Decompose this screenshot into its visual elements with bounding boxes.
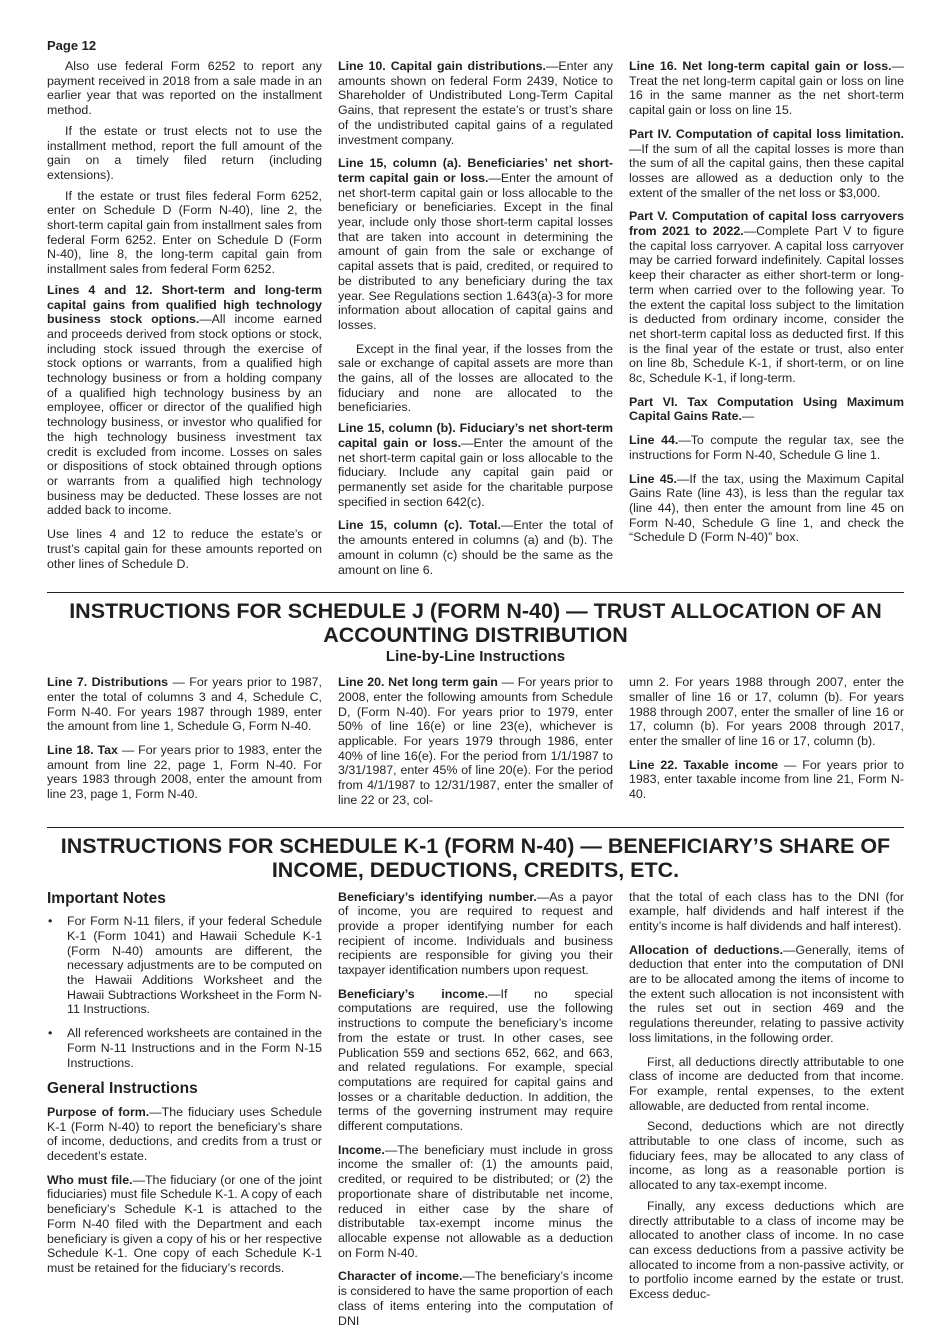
paragraph-lead: Line 18. Tax [47,743,118,758]
paragraph-text: Finally, any excess deductions which are directly attributable to a class of income may be allocated to another class of income. In no case can excess deductions from a passive activity be allocated to income from a non-passive activity, or to portfolio income earned by the estate or trust. Excess deduc- [629,1198,904,1302]
paragraph-lead: Line 44. [629,433,679,448]
paragraph-lead: Lines 4 and 12. Short-term and long-term capital gains from qualified high technology business stock options. [47,282,322,327]
paragraph-text: —Treat the net long-term capital gain or loss on line 16 in the same manner as the net short-term capital gain or loss on line 15. [629,59,904,118]
paragraph [629,943,904,1046]
paragraph [629,890,904,934]
paragraph [338,675,613,807]
paragraph-lead: Allocation of deductions. [629,942,784,957]
paragraph [338,1143,613,1261]
paragraph-text: —Enter the total of the amounts entered in columns (a) and (b). The amount in column (c) should be the same as the amount on line 6. [338,518,613,577]
important-notes-list [47,914,322,1070]
paragraph-text: —All income earned and proceeds derived from stock options or stock, including stock issued through the exercise of stock options or warrants, from a qualified high technology business or from a holding company of a qualified high technology business by an employee, officer or director of the qualified high technology business, or investor who qualified for the high technology business investment tax credit is excluded from income. Losses on sales or dispositions of stock obtained through options or warrants from a qualified high technology business may be deducted. These losses are not added back to income. [47,312,322,518]
paragraph-text: that the total of each class has to the DNI (for example, half dividends and half interest if the entity’s income is half dividends and half interest). [629,889,904,933]
paragraph-text: —The fiduciary uses Schedule K-1 (Form N-40) to report the beneficiary’s share of income, deductions, and credits from a trust or decedent’s estate. [47,1104,322,1164]
paragraph [47,743,322,802]
section-divider [47,592,904,593]
paragraph-lead: Character of income. [338,1269,463,1284]
paragraph-lead: Part IV. Computation of capital loss limitation. [629,126,904,141]
paragraph-lead: Line 15, column (b). Fiduciary’s net short-term capital gain or loss. [338,421,613,450]
paragraph-text: —If no special computations are required, use the following instructions to compute the beneficiary’s income from the estate or trust. In other cases, see Publication 559 and sections 652, 662, and 663, and related regulations. For example, special computations are required for capital gains and losses or a charitable deduction. In addition, the terms of the governing instrument may require different computations. [338,986,613,1134]
paragraph [47,527,322,571]
top-column-1 [47,59,322,586]
paragraph [629,395,904,424]
schedule-k1-columns [47,890,904,1337]
paragraph-text: — [741,409,755,424]
paragraph [338,342,613,416]
paragraph-lead: Line 16. Net long-term capital gain or loss. [629,59,892,73]
schedule-j-column-3 [629,675,904,816]
paragraph-lead: Line 7. Distributions [47,675,169,690]
schedule-j-columns [47,675,904,816]
paragraph-lead: Part VI. Tax Computation Using Maximum Capital Gains Rate. [629,394,904,424]
paragraph-lead: Beneficiary’s identifying number. [338,889,537,904]
schedule-j-title: INSTRUCTIONS FOR SCHEDULE J (FORM N-40) — TRUST ALLOCATION OF AN ACCOUNTING DISTRIBUTION [69,599,882,648]
paragraph-text: Except in the final year, if the losses from the sale or exchange of capital assets are more than the gains, all of the losses are allocated to the fiduciary and none are allocated to the beneficiaries. [338,341,613,415]
paragraph-text: Use lines 4 and 12 to reduce the estate’s or trust’s capital gain for these amounts reported on other lines of Schedule D. [47,527,322,571]
paragraph [338,518,613,577]
paragraph-lead: Line 22. Taxable income [629,757,779,772]
paragraph-lead: Line 15, column (c). Total. [338,518,501,533]
paragraph [629,1055,904,1114]
document-page [47,38,904,1337]
paragraph-lead: Beneficiary’s income. [338,986,489,1001]
paragraph [629,1119,904,1193]
paragraph [629,433,904,462]
schedule-k1-column-1 [47,890,322,1337]
paragraph-text: —As a payor of income, you are required to request and provide a proper identifying number for each recipient of income. Individuals and business recipients are responsible for giving you their taxpayer identification numbers upon request. [338,889,613,978]
schedule-k1-column-3 [629,890,904,1337]
paragraph-text: Also use federal Form 6252 to report any payment received in 2018 from a sale made in an earlier year that was reported on the installment method. [47,59,322,118]
paragraph-text: —The beneficiary’s income is considered to have the same proportion of each class of items entering into the computation of DNI [338,1269,613,1328]
note-item: • All referenced worksheets are contained in the Form N-11 Instructions and in the Form N-15 Instructions. [67,1026,322,1070]
paragraph-lead: Income. [338,1142,385,1157]
important-notes-heading: Important Notes [47,889,166,907]
paragraph [47,1105,322,1164]
paragraph-text: —If the sum of all the capital losses is more than the sum of all the capital gains, then these capital losses are allowed as a deduction only to the extent of the smaller of the net loss or $3,000. [629,141,904,200]
paragraph-lead: Line 15, column (a). Beneficiaries’ net short-term capital gain or loss. [338,156,613,185]
note-item: • For Form N-11 filers, if your federal Schedule K-1 (Form 1041) and Hawaii Schedule K-1 (Form N-40) amounts are different, the necessary adjustments are to be computed on the Hawaii Additions Worksheet and the Hawaii Subtractions Worksheet in the Form N-11 Instructions. [67,914,322,1017]
paragraph-text: First, all deductions directly attributable to one class of income are deducted from that income. For example, rental expenses, to the extent allowable, are deducted from rental income. [629,1054,904,1113]
schedule-j-column-2 [338,675,613,816]
paragraph-lead: Part V. Computation of capital loss carryovers from 2021 to 2022. [629,209,904,239]
paragraph [629,675,904,749]
top-column-3 [629,59,904,586]
paragraph [47,189,322,277]
paragraph-text: —Enter any amounts shown on federal Form 2439, Notice to Shareholder of Undistributed Long-Term Capital Gains, that represent the estate’s or trust’s share of the undistributed capital gains of a regulated investment company. [338,59,613,147]
paragraph-text: —Complete Part V to figure the capital loss carryover. A capital loss carryover may be carried forward indefinitely. Capital losses keep their character as either short-term or long-term when carried over to the following year. To the extent the capital loss subject to the limitation is deducted from ordinary income, consider the net short-term capital loss as deducted first. If this is the final year of the estate or trust, also enter on line 8b, Schedule K-1, if short-term, or on line 8c, Schedule K-1, if long-term. [629,224,904,386]
paragraph [47,675,322,734]
paragraph [338,987,613,1134]
paragraph-text: Second, deductions which are not directly attributable to one class of income, such as fiduciary fees, may be allocated to any class of income, as long as a reasonable portion is allocated to any tax-exempt income. [629,1119,904,1193]
paragraph-text: umn 2. For years 1988 through 2007, enter the smaller of line 16 or 17, column (b). For years 1988 through 2007, enter the smaller of line 16 or 17, column (b). For years 2008 through 2017, enter the smaller of line 16 or 17, column (b). [629,675,904,749]
paragraph [47,283,322,518]
paragraph [47,124,322,183]
paragraph-text: —If the tax, using the Maximum Capital Gains Rate (line 43), is less than the regular tax (line 44), then enter the amount from line 45 on Form N-40, Schedule G line 1, and check the “Schedule D (Form N-40)” box. [629,471,904,545]
paragraph-text: —Enter the amount of the net short-term capital gain or loss allocable to the fiduciary. Include any capital gain paid or permanently set aside for the charitable purpose specified in section 642(c). [338,435,613,509]
paragraph-text: — For years prior to 1983, enter the amount from line 22, page 1, Form N-40. For years 1983 through 2008, enter the amount from line 23, page 1, Form N-40. [47,743,322,802]
paragraph-text: —The fiduciary (or one of the joint fiduciaries) must file Schedule K-1. A copy of each beneficiary’s Schedule K-1 is attached to the Form N-40 filed with the Department and each beneficiary is given a copy of his or her respective Schedule K-1. One copy of each Schedule K-1 must be retained for the fiduciary’s records. [47,1172,322,1275]
paragraph [47,59,322,118]
general-instructions-heading: General Instructions [47,1080,198,1098]
top-column-2 [338,59,613,586]
paragraph [629,59,904,118]
paragraph-lead: Line 20. Net long term gain [338,675,498,690]
paragraph-text: — For years prior to 1987, enter the total of columns 3 and 4, Schedule C, Form N-40. For years 1987 through 1989, enter the amount from line 1, Schedule G, Form N-40. [47,675,322,734]
paragraph [338,156,613,332]
paragraph-text: If the estate or trust elects not to use the installment method, report the full amount of the gain on a timely filed return (including extensions). [47,123,322,182]
paragraph-lead: Line 45. [629,471,677,486]
paragraph-text: —Generally, items of deduction that enter into the computation of DNI are to be allocated among the items of income to the extent such allocation is not inconsistent with the rules set out in section 469 and the regulations thereunder, relating to passive activity loss limitations, in the following order. [629,942,905,1045]
paragraph-text: —The beneficiary must include in gross income the smaller of: (1) the amounts paid, credited, or required to be distributed; or (2) the proportionate share of distributable net income, reduced in either case by the share of distributable tax-exempt income minus the allocable expense not allowable as a deduction on Form N-40. [338,1142,613,1260]
paragraph-text: If the estate or trust files federal Form 6252, enter on Schedule D (Form N-40), line 2, the short-term capital gain from installment sales from federal Form 6252. Enter on Schedule D (Form N-40), line 8, the long-term capital gain from installment sales from federal Form 6252. [47,188,322,277]
paragraph-text: — For years prior to 2008, enter the following amounts from Schedule D, (Form N-40). For years prior to 1979, enter 50% of line 16(e) or line 23(e), whichever is applicable. For years 1979 through 1986, enter 40% of line 16(e). For the period from 1/1/1987 to 3/31/1987, enter 45% of line 20(e). For the period from 4/1/1987 to 12/31/1987, enter the smaller of line 22 or 23, col- [338,675,613,807]
paragraph-lead: Purpose of form. [47,1104,150,1119]
paragraph [338,890,613,978]
paragraph-text: —To compute the regular tax, see the instructions for Form N-40, Schedule G line 1. [629,433,905,462]
paragraph-text: —Enter the amount of net short-term capital gain or loss allocable to the beneficiary or beneficiaries. Except in the final year, include only those short-term capital losses that are taken into account in determining the amount of gain from the sale or exchange of capital assets that is paid, credited, or required to be distributed to any beneficiary during the tax year. See Regulations section 1.643(a)-3 for more information about allocation of capital gains and losses. [338,170,613,332]
page-number: Page 12 [47,38,97,53]
paragraph [47,1173,322,1276]
paragraph [338,421,613,509]
paragraph [629,127,904,201]
paragraph [629,758,904,802]
paragraph [629,1199,904,1302]
schedule-j-subtitle: Line-by-Line Instructions [385,648,566,666]
paragraph-lead: Line 10. Capital gain distributions. [338,59,546,73]
paragraph [338,59,613,147]
schedule-j-column-1 [47,675,322,816]
section-divider [47,827,904,828]
paragraph [629,472,904,546]
top-columns [47,59,904,586]
paragraph-text: — For years prior to 1983, enter taxable income from line 21, Form N-40. [629,757,904,802]
schedule-k1-column-1-body [47,1105,322,1276]
paragraph [629,209,904,385]
paragraph-lead: Who must file. [47,1172,133,1187]
schedule-k1-title: INSTRUCTIONS FOR SCHEDULE K-1 (FORM N-40) — BENEFICIARY’S SHARE OF INCOME, DEDUCTIONS, CREDITS, ETC. [60,833,891,882]
paragraph [338,1269,613,1328]
schedule-k1-column-2 [338,890,613,1337]
